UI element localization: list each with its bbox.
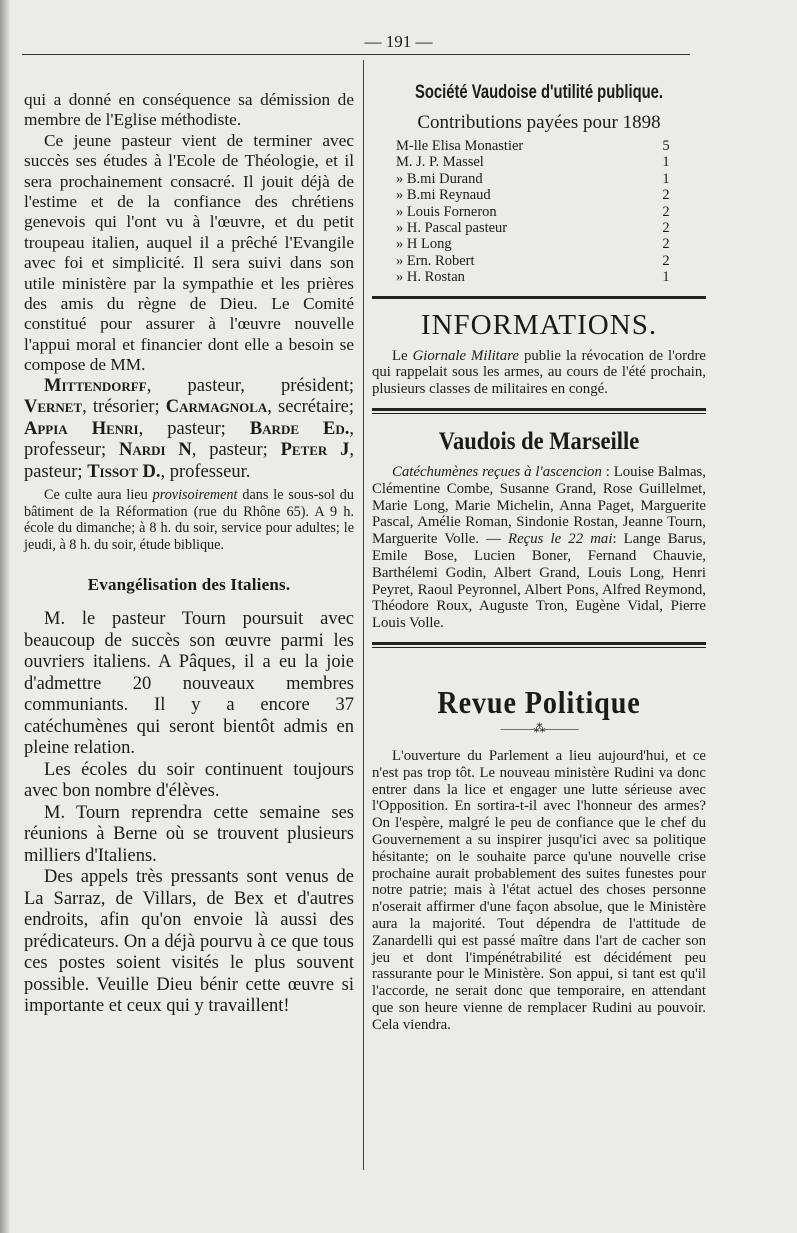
informations-title: INFORMATIONS. (420, 308, 658, 341)
list-item (396, 171, 706, 187)
paragraph-pastor: Ce jeune pasteur vient de terminer avec succès ses études à l'Ecole de Théologie, et il sera prochainement consacré. Il jouit déjà de l'estime et de la confiance des chrétiens genevois qui l'ont vu à l'œuvre, et du petit troupeau italien, auquel il a prêché l'Evangile avec foi et simplicité. Il sera suivi dans son utile ministère par la sympathie et les prières des amis du règne de Dieu. Le Comité constitué pour assurer à l'œuvre nouvelle l'appui moral et financier dont elle a besoin se compose de MM. (24, 130, 354, 375)
ornament: ———⁂——— (500, 721, 578, 736)
section-rule (372, 296, 706, 299)
committee-list (24, 376, 354, 484)
donor-amount: 5 (662, 138, 670, 154)
donor-amount: 1 (662, 154, 670, 171)
list-item (396, 187, 706, 203)
donor-list (372, 138, 706, 286)
section-rule (372, 408, 706, 414)
donor-name: » Louis Forneron (396, 203, 497, 220)
right-column (372, 82, 706, 1034)
revue-text: L'ouverture du Parlement a lieu aujourd'hui, et ce n'est pas trop tôt. Le nouveau ministère Rudini va donc entrer dans la lice et engager une lutte sérieuse avec l'Opposition. En sortira-t-il avec l'honneur des armes? On l'espère, malgré le peu de confiance que le chef du Gouvernement a su inspirer jusqu'ici avec sa politique hésitante; on le souhaite parce qu'une nouvelle crise prochaine aurait probablement des suites funestes pour notre patrie; mais à l'état actuel des choses personne n'oserait affirmer d'une façon absolue, que le Ministère aura la majorité. Tout dépendra de l'attitude de Zanardelli qui est passé maître dans l'art de cacher son jeu et dont l'impénétrabilité est décidément peu rassurante pour le Ministère. Son appui, si tant est qu'il l'accorde, ne serait donc que temporaire, en attendant que son heure vienne de remplacer Rudini au pouvoir. Cela viendra. (372, 748, 706, 1033)
catechumens-text (372, 464, 706, 632)
committee-role: , pasteur; (138, 418, 250, 439)
committee-role: , secrétaire; (267, 397, 355, 418)
society-title: Société Vaudoise d'utilité publique. (414, 82, 664, 103)
info-emphasis: Giornale Militare (412, 347, 519, 364)
schedule-emphasis: provisoirement (152, 487, 238, 504)
section-rule (372, 642, 706, 648)
section-heading-italiens: Evangélisation des Italiens. (87, 575, 291, 595)
paragraph-ecoles: Les écoles du soir continuent toujours avec bon nombre d'élèves. (24, 759, 354, 802)
committee-name: Mittendorff (44, 375, 147, 396)
committee-role: , pasteur; (24, 440, 355, 482)
vaudois-title: Vaudois de Marseille (438, 428, 640, 456)
paragraph-tourn: M. le pasteur Tourn poursuit avec beaucoup de succès son œuvre parmi les ouvriers italiens. A Pâques, il a eu la joie d'admettre 20 nouveaux membres communiants. Il y a encore 37 catéchumènes qui seront bientôt admis en pleine relation. (24, 609, 354, 759)
info-text: Le (392, 347, 413, 364)
contributions-title: Contributions payées pour 1898 (417, 112, 661, 133)
list-item (396, 253, 706, 269)
committee-name: Vernet (24, 397, 83, 418)
list-item (396, 236, 706, 252)
list-item (396, 154, 706, 170)
committee-role: , trésorier; (82, 397, 166, 418)
committee-name: Peter J (280, 440, 350, 461)
service-schedule (24, 487, 354, 553)
donor-name: » H Long (396, 236, 452, 253)
recus-emphasis: Reçus le 22 mai (508, 531, 613, 548)
top-rule (22, 54, 690, 55)
cat-names: : Louise Balmas, Clémentine Combe, Susanne Grand, Rose Guillelmet, Marie Long, Marie Michelin, Anna Paget, Marguerite Pascal, Amélie Roman, Sindonie Rostan, Jeanne Tourn, Marguerite Volle. — (372, 464, 706, 548)
committee-role: , pasteur; (191, 440, 281, 461)
committee-name: Nardi N (119, 440, 192, 461)
committee-role: , pasteur, président; (146, 375, 354, 396)
donor-name: M-lle Elisa Monastier (396, 138, 524, 154)
list-item (396, 220, 706, 236)
donor-name: » H. Pascal pasteur (396, 220, 508, 237)
list-item (396, 138, 706, 154)
paragraph-appels: Des appels très pressants sont venus de La Sarraz, de Villars, de Bex et d'autres endroits, afin qu'on envoie là aussi des prédicateurs. On a déjà pourvu à ce que tous ces postes soient visités le plus souvent possible. Veuille Dieu bénir cette œuvre si importante et ceux qui y travaillent! (24, 867, 354, 1017)
committee-role: , professeur. (160, 461, 251, 482)
info-text-rest: publie la révocation de l'ordre qui rappelait sous les armes, au cours de l'été prochain, plusieurs classes de militaires en congé. (372, 347, 707, 398)
donor-name: » B.mi Durand (396, 170, 483, 187)
donor-amount: 2 (662, 203, 670, 220)
committee-name: Barde Ed. (249, 418, 350, 439)
donor-name: » B.mi Reynaud (396, 187, 491, 204)
page-number: — 191 — (364, 32, 433, 51)
donor-amount: 1 (662, 170, 670, 187)
donor-amount: 2 (662, 236, 670, 253)
donor-name: » Ern. Robert (396, 252, 475, 269)
committee-name: Tissot D. (87, 461, 161, 482)
donor-amount: 1 (662, 269, 670, 286)
paragraph-berne: M. Tourn reprendra cette semaine ses réunions à Berne où se trouvent plusieurs milliers d'Italiens. (24, 802, 354, 866)
schedule-text: Ce culte aura lieu (44, 487, 153, 504)
revue-title: Revue Politique (437, 684, 641, 721)
committee-name: Appia Henri (24, 418, 139, 439)
donor-amount: 2 (662, 220, 670, 237)
column-divider (363, 60, 364, 1170)
list-item (396, 269, 706, 285)
donor-amount: 2 (662, 187, 670, 204)
paragraph-continuation: qui a donné en conséquence sa démission de membre de l'Eglise méthodiste. (24, 90, 354, 130)
donor-amount: 2 (662, 252, 670, 269)
recus-names: : Lange Barus, Emile Bose, Lucien Boner, Fernand Chauvie, Barthélemi Godin, Albert Grand, Louis Long, Henri Peyret, Raoul Peyronnel, Albert Pons, Alfred Reymond, Théodore Roux, Auguste Tron, Eugène Vidal, Pierre Louis Volle. (372, 531, 706, 632)
committee-role: , professeur; (24, 418, 354, 461)
committee-name: Carmagnola (165, 397, 268, 418)
schedule-text-rest: dans le sous-sol du bâtiment de la Réformation (rue du Rhône 65). A 9 h. école du dimanche; à 8 h. du soir, service pour adultes; le jeudi, à 8 h. du soir, étude biblique. (24, 487, 354, 553)
donor-name: M. J. P. Massel (396, 154, 484, 171)
scan-edge (0, 0, 10, 1233)
list-item (396, 204, 706, 220)
informations-text (372, 348, 706, 398)
cat-emphasis: Catéchumènes reçues à l'ascencion (392, 464, 602, 481)
left-column (24, 90, 354, 1018)
donor-name: » H. Rostan (396, 269, 465, 286)
